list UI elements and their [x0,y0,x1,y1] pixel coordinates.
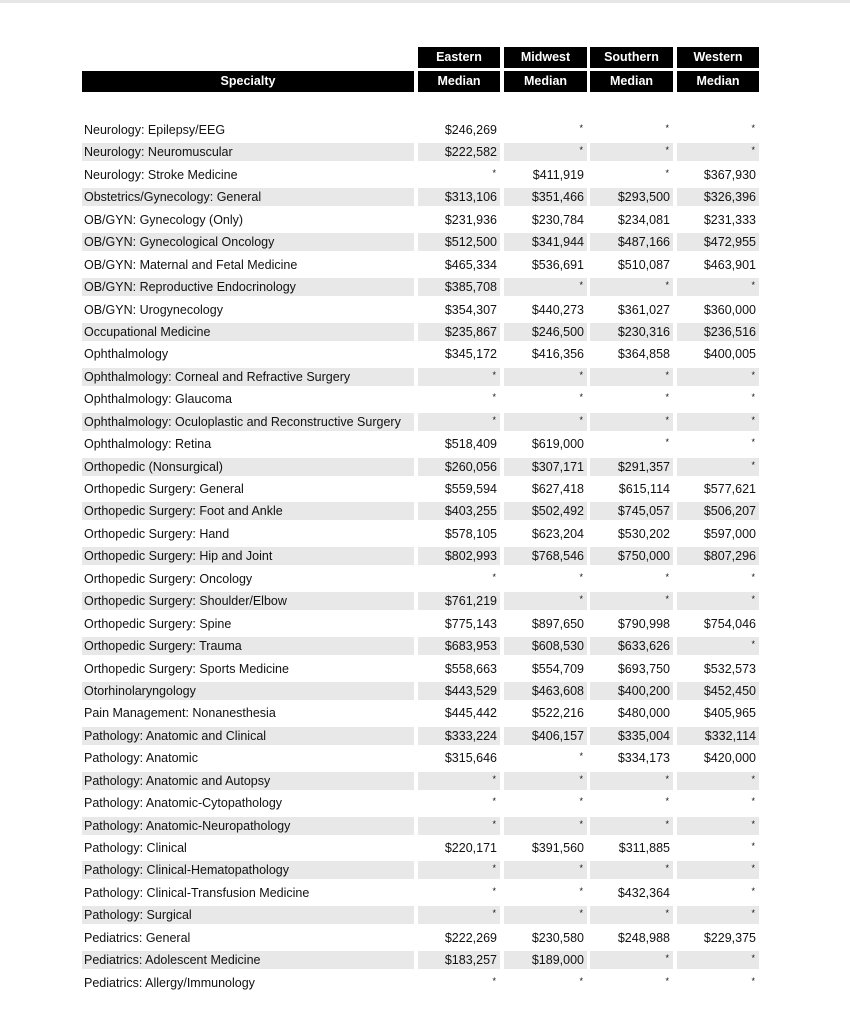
midwest-median-cell: $608,530 [504,637,587,655]
table-row [0,545,850,567]
specialty-cell: Orthopedic (Nonsurgical) [82,458,414,476]
eastern-median-cell: $578,105 [444,526,497,541]
midwest-median-cell: * [579,571,583,582]
western-median-cell: * [677,592,759,610]
western-median-cell: $326,396 [677,188,759,206]
eastern-median-cell: $345,172 [444,347,497,362]
header-row-columns [0,71,850,92]
southern-median-cell: $361,027 [617,302,670,317]
western-median-cell: $807,296 [677,547,759,565]
eastern-median-cell: * [418,906,500,924]
western-median-cell: * [677,368,759,386]
southern-median-cell: * [590,413,673,431]
table-row [0,904,850,926]
western-median-cell: * [751,885,755,896]
page-top-edge [0,0,850,3]
western-median-cell: * [751,796,755,807]
midwest-median-cell: * [504,861,587,879]
midwest-median-cell: * [504,143,587,161]
western-median-cell: * [677,143,759,161]
specialty-cell: Orthopedic Surgery: Foot and Ankle [82,502,414,520]
western-median-cell: * [677,637,759,655]
southern-median-cell: $480,000 [617,706,670,721]
midwest-median-cell: * [579,751,583,762]
specialty-cell: Otorhinolaryngology [82,682,414,700]
southern-median-cell: $745,057 [590,502,673,520]
specialty-cell: Orthopedic Surgery: Trauma [82,637,414,655]
midwest-median-cell: * [579,392,583,403]
eastern-median-cell: $761,219 [418,592,500,610]
eastern-median-cell: $313,106 [418,188,500,206]
eastern-median-cell: * [418,772,500,790]
eastern-median-cell: $222,269 [444,930,497,945]
eastern-median-cell: $558,663 [444,661,497,676]
eastern-median-cell: $443,529 [418,682,500,700]
southern-median-cell: * [590,592,673,610]
specialty-cell: Pathology: Clinical [84,841,187,855]
midwest-median-cell: * [504,592,587,610]
southern-median-cell: * [665,167,669,178]
southern-median-cell: $615,114 [618,482,670,496]
midwest-median-cell: $341,944 [504,233,587,251]
western-median-cell: $231,333 [703,212,756,227]
table-row [0,770,850,792]
table-row [0,321,850,343]
southern-median-cell: $364,858 [617,347,670,362]
midwest-median-cell: $230,580 [531,930,584,945]
table-row [0,231,850,253]
header-median-eastern: Median [418,71,500,92]
specialty-cell: Pathology: Surgical [82,906,414,924]
table-row [0,658,850,680]
table-row [0,164,850,186]
table-row [0,254,850,276]
eastern-median-cell: $354,307 [444,302,497,317]
table-row [0,859,850,881]
header-region-western: Western [677,47,759,68]
western-median-cell: $597,000 [703,526,756,541]
southern-median-cell: $400,200 [590,682,673,700]
midwest-median-cell: * [579,885,583,896]
specialty-cell: Pediatrics: General [84,930,191,945]
table-row [0,792,850,814]
western-median-cell: * [751,123,755,133]
eastern-median-cell: $183,257 [418,951,500,969]
header-row-regions [0,47,850,68]
midwest-median-cell: $768,546 [504,547,587,565]
eastern-median-cell: $222,582 [418,143,500,161]
eastern-median-cell: $220,171 [444,841,497,855]
table-row [0,725,850,747]
header-median-western: Median [677,71,759,92]
table-row [0,478,850,500]
specialty-cell: Orthopedic Surgery: General [84,482,244,496]
table-row [0,343,850,365]
specialty-cell: OB/GYN: Reproductive Endocrinology [82,278,414,296]
eastern-median-cell: $246,269 [444,123,497,137]
midwest-median-cell: * [504,368,587,386]
midwest-median-cell: * [504,278,587,296]
header-median-southern: Median [590,71,673,92]
southern-median-cell: * [665,796,669,807]
table-row [0,635,850,657]
eastern-median-cell: * [492,796,496,807]
table-row [0,590,850,612]
table-row [0,388,850,410]
midwest-median-cell: * [579,975,583,986]
table-row [0,500,850,522]
western-median-cell: * [677,861,759,879]
table-row [0,433,850,455]
southern-median-cell: $248,988 [617,930,670,945]
southern-median-cell: * [665,571,669,582]
southern-median-cell: * [665,123,669,133]
eastern-median-cell: * [492,885,496,896]
midwest-median-cell: $619,000 [531,437,584,452]
table-row [0,366,850,388]
specialty-cell: Obstetrics/Gynecology: General [82,188,414,206]
table-row [0,299,850,321]
specialty-cell: Pathology: Anatomic and Clinical [82,727,414,745]
midwest-median-cell: $502,492 [504,502,587,520]
midwest-median-cell: * [504,817,587,835]
midwest-median-cell: * [504,413,587,431]
eastern-median-cell: * [418,861,500,879]
western-median-cell: * [751,392,755,403]
southern-median-cell: * [590,143,673,161]
specialty-cell: Orthopedic Surgery: Sports Medicine [84,661,289,676]
table-row [0,949,850,971]
table-row [0,882,850,904]
southern-median-cell: $230,316 [590,323,673,341]
midwest-median-cell: $230,784 [531,212,584,227]
eastern-median-cell: $231,936 [444,212,497,227]
midwest-median-cell: * [579,796,583,807]
eastern-median-cell: $683,953 [418,637,500,655]
eastern-median-cell: $559,594 [444,482,497,496]
specialty-cell: Pain Management: Nonanesthesia [84,706,276,721]
table-row [0,927,850,949]
specialty-cell: Pathology: Anatomic-Cytopathology [84,796,283,811]
western-median-cell: * [677,278,759,296]
western-median-cell: $472,955 [677,233,759,251]
midwest-median-cell: $416,356 [531,347,584,362]
specialty-cell: Pathology: Anatomic-Neuropathology [82,817,414,835]
table-row [0,568,850,590]
southern-median-cell: $311,885 [618,841,670,855]
eastern-median-cell: * [492,167,496,178]
southern-median-cell: * [590,906,673,924]
western-median-cell: $400,005 [703,347,756,362]
table-row [0,837,850,859]
western-median-cell: $360,000 [703,302,756,317]
southern-median-cell: $790,998 [617,616,670,631]
midwest-median-cell: $307,171 [504,458,587,476]
western-median-cell: * [677,951,759,969]
western-median-cell: $367,930 [703,167,756,182]
table-row [0,411,850,433]
table-row [0,523,850,545]
specialty-cell: Occupational Medicine [82,323,414,341]
specialty-cell: Neurology: Epilepsy/EEG [84,123,226,137]
midwest-median-cell: $391,560 [531,841,584,855]
southern-median-cell: $334,173 [617,751,670,766]
specialty-cell: Ophthalmology: Retina [84,437,212,452]
table-row [0,186,850,208]
midwest-median-cell: $406,157 [504,727,587,745]
southern-median-cell: $335,004 [590,727,673,745]
header-region-eastern: Eastern [418,47,500,68]
specialty-cell: Neurology: Stroke Medicine [84,167,238,182]
specialty-cell: Orthopedic Surgery: Hip and Joint [82,547,414,565]
western-median-cell: $754,046 [703,616,756,631]
midwest-median-cell: * [504,906,587,924]
midwest-median-cell: * [579,123,583,133]
western-median-cell: $229,375 [703,930,756,945]
southern-median-cell: $750,000 [590,547,673,565]
eastern-median-cell: $235,867 [418,323,500,341]
header-median-midwest: Median [504,71,587,92]
specialty-cell: Pathology: Clinical-Transfusion Medicine [84,885,310,900]
eastern-median-cell: * [492,975,496,986]
eastern-median-cell: $775,143 [444,616,497,631]
southern-median-cell: * [665,975,669,986]
southern-median-cell: $510,087 [617,257,670,272]
specialty-cell: Neurology: Neuromuscular [82,143,414,161]
specialty-cell: Orthopedic Surgery: Oncology [84,571,253,586]
table-row [0,276,850,298]
specialty-cell: Ophthalmology [84,347,169,362]
specialty-cell: Orthopedic Surgery: Hand [84,526,230,541]
midwest-median-cell: $554,709 [531,661,584,676]
eastern-median-cell: $445,442 [444,706,497,721]
western-median-cell: $506,207 [677,502,759,520]
eastern-median-cell: * [418,817,500,835]
western-median-cell: * [677,906,759,924]
table-body [0,119,850,994]
midwest-median-cell: $189,000 [504,951,587,969]
eastern-median-cell: $315,646 [444,751,497,766]
southern-median-cell: $693,750 [617,661,670,676]
southern-median-cell: * [590,772,673,790]
specialty-cell: Ophthalmology: Corneal and Refractive Surgery [82,368,414,386]
specialty-cell: Pathology: Clinical-Hematopathology [82,861,414,879]
specialty-cell: OB/GYN: Maternal and Fetal Medicine [84,257,298,272]
midwest-median-cell: $351,466 [504,188,587,206]
eastern-median-cell: $802,993 [418,547,500,565]
specialty-cell: OB/GYN: Gynecological Oncology [82,233,414,251]
southern-median-cell: * [665,392,669,403]
specialty-cell: Pathology: Anatomic [84,751,198,766]
southern-median-cell: $293,500 [590,188,673,206]
eastern-median-cell: * [492,392,496,403]
midwest-median-cell: $411,919 [532,167,584,182]
western-median-cell: $463,901 [703,257,756,272]
midwest-median-cell: $897,650 [531,616,584,631]
western-median-cell: $577,621 [703,482,756,496]
header-region-southern: Southern [590,47,673,68]
eastern-median-cell: $465,334 [444,257,497,272]
table-row [0,456,850,478]
western-median-cell: $405,965 [703,706,756,721]
table-row [0,680,850,702]
western-median-cell: * [751,437,755,448]
specialty-cell: Pathology: Anatomic and Autopsy [82,772,414,790]
southern-median-cell: * [590,278,673,296]
specialty-cell: Ophthalmology: Oculoplastic and Reconstructive Surgery [82,413,414,431]
eastern-median-cell: * [492,571,496,582]
midwest-median-cell: $246,500 [504,323,587,341]
eastern-median-cell: $518,409 [444,437,497,452]
midwest-median-cell: $463,608 [504,682,587,700]
header-specialty: Specialty [82,71,414,92]
midwest-median-cell: $522,216 [531,706,584,721]
western-median-cell: $532,573 [703,661,756,676]
specialty-cell: Ophthalmology: Glaucoma [84,392,232,407]
western-median-cell: $236,516 [677,323,759,341]
specialty-cell: Pediatrics: Adolescent Medicine [82,951,414,969]
southern-median-cell: * [590,368,673,386]
western-median-cell: $420,000 [703,751,756,766]
table-row [0,815,850,837]
specialty-cell: Pediatrics: Allergy/Immunology [84,975,255,990]
eastern-median-cell: $385,708 [418,278,500,296]
table-row [0,119,850,141]
southern-median-cell: * [590,817,673,835]
table-row [0,613,850,635]
table-row [0,141,850,163]
southern-median-cell: $633,626 [590,637,673,655]
midwest-median-cell: $536,691 [531,257,584,272]
southern-median-cell: * [590,951,673,969]
midwest-median-cell: $623,204 [531,526,584,541]
western-median-cell: $452,450 [677,682,759,700]
eastern-median-cell: $403,255 [418,502,500,520]
western-median-cell: * [751,975,755,986]
table-row [0,972,850,994]
southern-median-cell: * [665,437,669,448]
eastern-median-cell: $260,056 [418,458,500,476]
southern-median-cell: $234,081 [617,212,670,227]
specialty-cell: Orthopedic Surgery: Shoulder/Elbow [82,592,414,610]
eastern-median-cell: * [418,413,500,431]
header-region-midwest: Midwest [504,47,587,68]
specialty-cell: Orthopedic Surgery: Spine [84,616,232,631]
southern-median-cell: $432,364 [617,885,670,900]
western-median-cell: * [751,571,755,582]
eastern-median-cell: $333,224 [418,727,500,745]
southern-median-cell: $487,166 [590,233,673,251]
western-median-cell: * [751,841,755,851]
southern-median-cell: $291,357 [590,458,673,476]
western-median-cell: * [677,817,759,835]
western-median-cell: * [677,458,759,476]
table-row [0,702,850,724]
southern-median-cell: $530,202 [617,526,670,541]
southern-median-cell: * [590,861,673,879]
western-median-cell: * [677,772,759,790]
table-row [0,209,850,231]
midwest-median-cell: * [504,772,587,790]
midwest-median-cell: $440,273 [531,302,584,317]
specialty-cell: OB/GYN: Gynecology (Only) [84,212,244,227]
western-median-cell: $332,114 [677,727,759,745]
midwest-median-cell: $627,418 [531,482,584,496]
table-row [0,747,850,769]
eastern-median-cell: * [418,368,500,386]
western-median-cell: * [677,413,759,431]
eastern-median-cell: $512,500 [418,233,500,251]
specialty-cell: OB/GYN: Urogynecology [84,302,223,317]
